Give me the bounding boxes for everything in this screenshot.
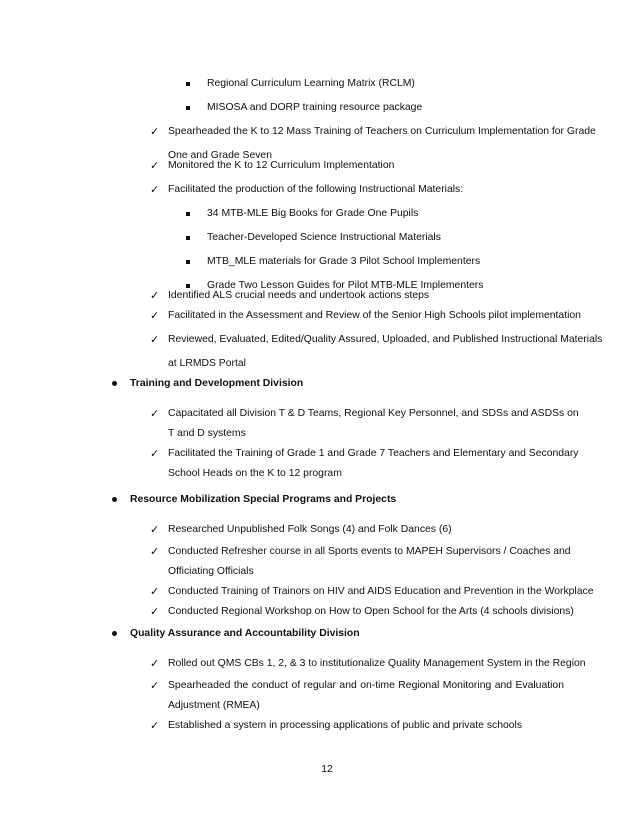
sub-list-item-text: Teacher-Developed Science Instructional Materials <box>207 232 441 243</box>
list-item-text: Officiating Officials <box>168 566 254 577</box>
check-icon: ✓ <box>150 183 160 196</box>
list-item-text: Spearheaded the conduct of regular and on-time Regional Monitoring and Evaluation <box>168 680 564 691</box>
check-icon: ✓ <box>150 679 160 692</box>
square-bullet-icon <box>186 236 190 240</box>
list-item-text: Monitored the K to 12 Curriculum Implementation <box>168 160 395 171</box>
check-icon: ✓ <box>150 407 160 420</box>
list-item-text: Facilitated the production of the following Instructional Materials: <box>168 184 464 195</box>
list-item-text: Established a system in processing applications of public and private schools <box>168 720 523 731</box>
list-item-text: One and Grade Seven <box>168 150 272 161</box>
check-icon: ✓ <box>150 159 160 172</box>
list-item-text: Conducted Refresher course in all Sports events to MAPEH Supervisors / Coaches and <box>168 546 571 557</box>
list-item-text: School Heads on the K to 12 program <box>168 468 342 479</box>
round-bullet-icon <box>112 381 117 386</box>
list-item-text: Conducted Regional Workshop on How to Open School for the Arts (4 schools divisions) <box>168 606 574 617</box>
check-icon: ✓ <box>150 719 160 732</box>
list-item-text: at LRMDS Portal <box>168 358 246 369</box>
check-icon: ✓ <box>150 447 160 460</box>
list-item-text: Adjustment (RMEA) <box>168 700 260 711</box>
section-heading-text: Quality Assurance and Accountability Division <box>130 628 360 639</box>
list-item-text: Conducted Training of Trainors on HIV and AIDS Education and Prevention in the Workplace <box>168 586 594 597</box>
square-bullet-icon <box>186 82 190 86</box>
list-item-text: Researched Unpublished Folk Songs (4) and Folk Dances (6) <box>168 524 452 535</box>
check-icon: ✓ <box>150 605 160 618</box>
round-bullet-icon <box>112 631 117 636</box>
sub-list-item-text: Grade Two Lesson Guides for Pilot MTB-MLE Implementers <box>207 280 484 291</box>
square-bullet-icon <box>186 106 190 110</box>
sub-list-item-text: 34 MTB-MLE Big Books for Grade One Pupils <box>207 208 419 219</box>
list-item-text: Facilitated the Training of Grade 1 and Grade 7 Teachers and Elementary and Secondary <box>168 448 579 459</box>
page-number: 12 <box>321 764 333 775</box>
check-icon: ✓ <box>150 289 160 302</box>
sub-list-item-text: MISOSA and DORP training resource package <box>207 102 423 113</box>
round-bullet-icon <box>112 497 117 502</box>
check-icon: ✓ <box>150 125 160 138</box>
check-icon: ✓ <box>150 545 160 558</box>
check-icon: ✓ <box>150 333 160 346</box>
list-item-continuation <box>168 462 342 486</box>
list-item-text: Facilitated in the Assessment and Review of the Senior High Schools pilot implementation <box>168 310 581 321</box>
check-icon: ✓ <box>150 585 160 598</box>
section-heading-text: Training and Development Division <box>130 378 304 389</box>
check-icon: ✓ <box>150 657 160 670</box>
list-item-text: Rolled out QMS CBs 1, 2, & 3 to institutionalize Quality Management System in the Region <box>168 658 586 669</box>
list-item-text: T and D systems <box>168 428 246 439</box>
square-bullet-icon <box>186 212 190 216</box>
list-item-text: Reviewed, Evaluated, Edited/Quality Assured, Uploaded, and Published Instructional Materials <box>168 334 603 345</box>
sub-list-item-text: MTB_MLE materials for Grade 3 Pilot School Implementers <box>207 256 481 267</box>
section-heading-text: Resource Mobilization Special Programs and Projects <box>130 494 397 505</box>
list-item-text: Capacitated all Division T & D Teams, Regional Key Personnel, and SDSs and ASDSs on <box>168 408 579 419</box>
list-item-text: Spearheaded the K to 12 Mass Training of Teachers on Curriculum Implementation for Grade <box>168 126 596 137</box>
list-item-text: Identified ALS crucial needs and undertook actions steps <box>168 290 430 301</box>
square-bullet-icon <box>186 260 190 264</box>
check-icon: ✓ <box>150 523 160 536</box>
check-icon: ✓ <box>150 309 160 322</box>
sub-list-item-text: Regional Curriculum Learning Matrix (RCLM) <box>207 78 415 89</box>
